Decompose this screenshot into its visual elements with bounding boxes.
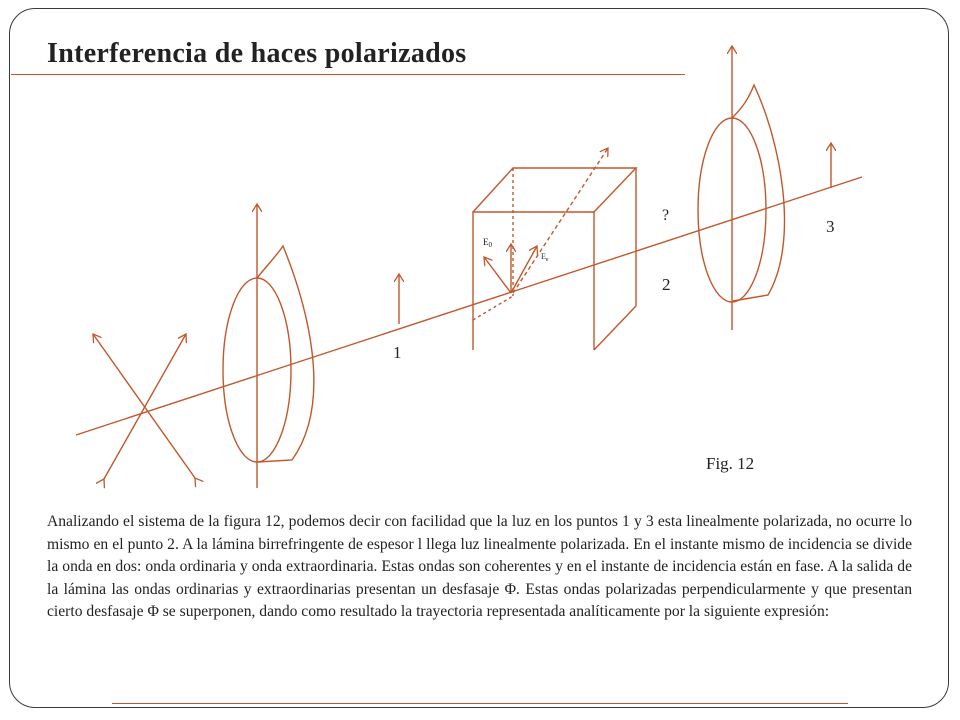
extraordinary-wave-arrow: [511, 246, 537, 293]
bottom-rule: [112, 703, 848, 704]
explanation-paragraph: Analizando el sistema de la figura 12, podemos decir con facilidad que la luz en los puntos 1 y 3 esta linealmente polarizada, no ocurre lo mismo en el punto 2. A la lámina birrefringente de espesor l llega luz linealmente polarizada. En el instante mismo de incidencia se divide la onda en dos: onda ordinaria y onda extraordinaria. Estas ondas son coherentes y en el instante de incidencia están en fase. A la salida de la lámina las ondas ordinarias y extraordinarias presentan un desfasaje Φ. Estas ondas polarizadas perpendicularmente y que presentan cierto desfasaje Φ se superponen, dando como resultado la trayectoria representada analíticamente por la siguiente expresión:: [47, 513, 912, 620]
ordinary-field-label: $E_0$: [483, 237, 492, 249]
extraordinary-field-label: $E_e$: [541, 252, 549, 263]
optical-axis-line: [76, 177, 862, 435]
ordinary-wave-arrow: [484, 257, 511, 293]
point-2-label: 2: [662, 275, 671, 294]
point-3-label: 3: [826, 217, 835, 236]
figure-caption: Fig. 12: [706, 454, 755, 473]
unpolarized-vector-b: [93, 334, 195, 478]
plate-top-face: [473, 168, 636, 212]
polarizer-edge: [257, 246, 314, 462]
plate-side-face: [594, 168, 636, 350]
slide-title: Interferencia de haces polarizados: [47, 38, 467, 69]
plate-front-face: [473, 212, 594, 350]
point-2-unknown-mark: ?: [662, 207, 670, 224]
plate-hidden-bottom-edge: [473, 296, 513, 320]
point-1-label: 1: [393, 343, 402, 362]
